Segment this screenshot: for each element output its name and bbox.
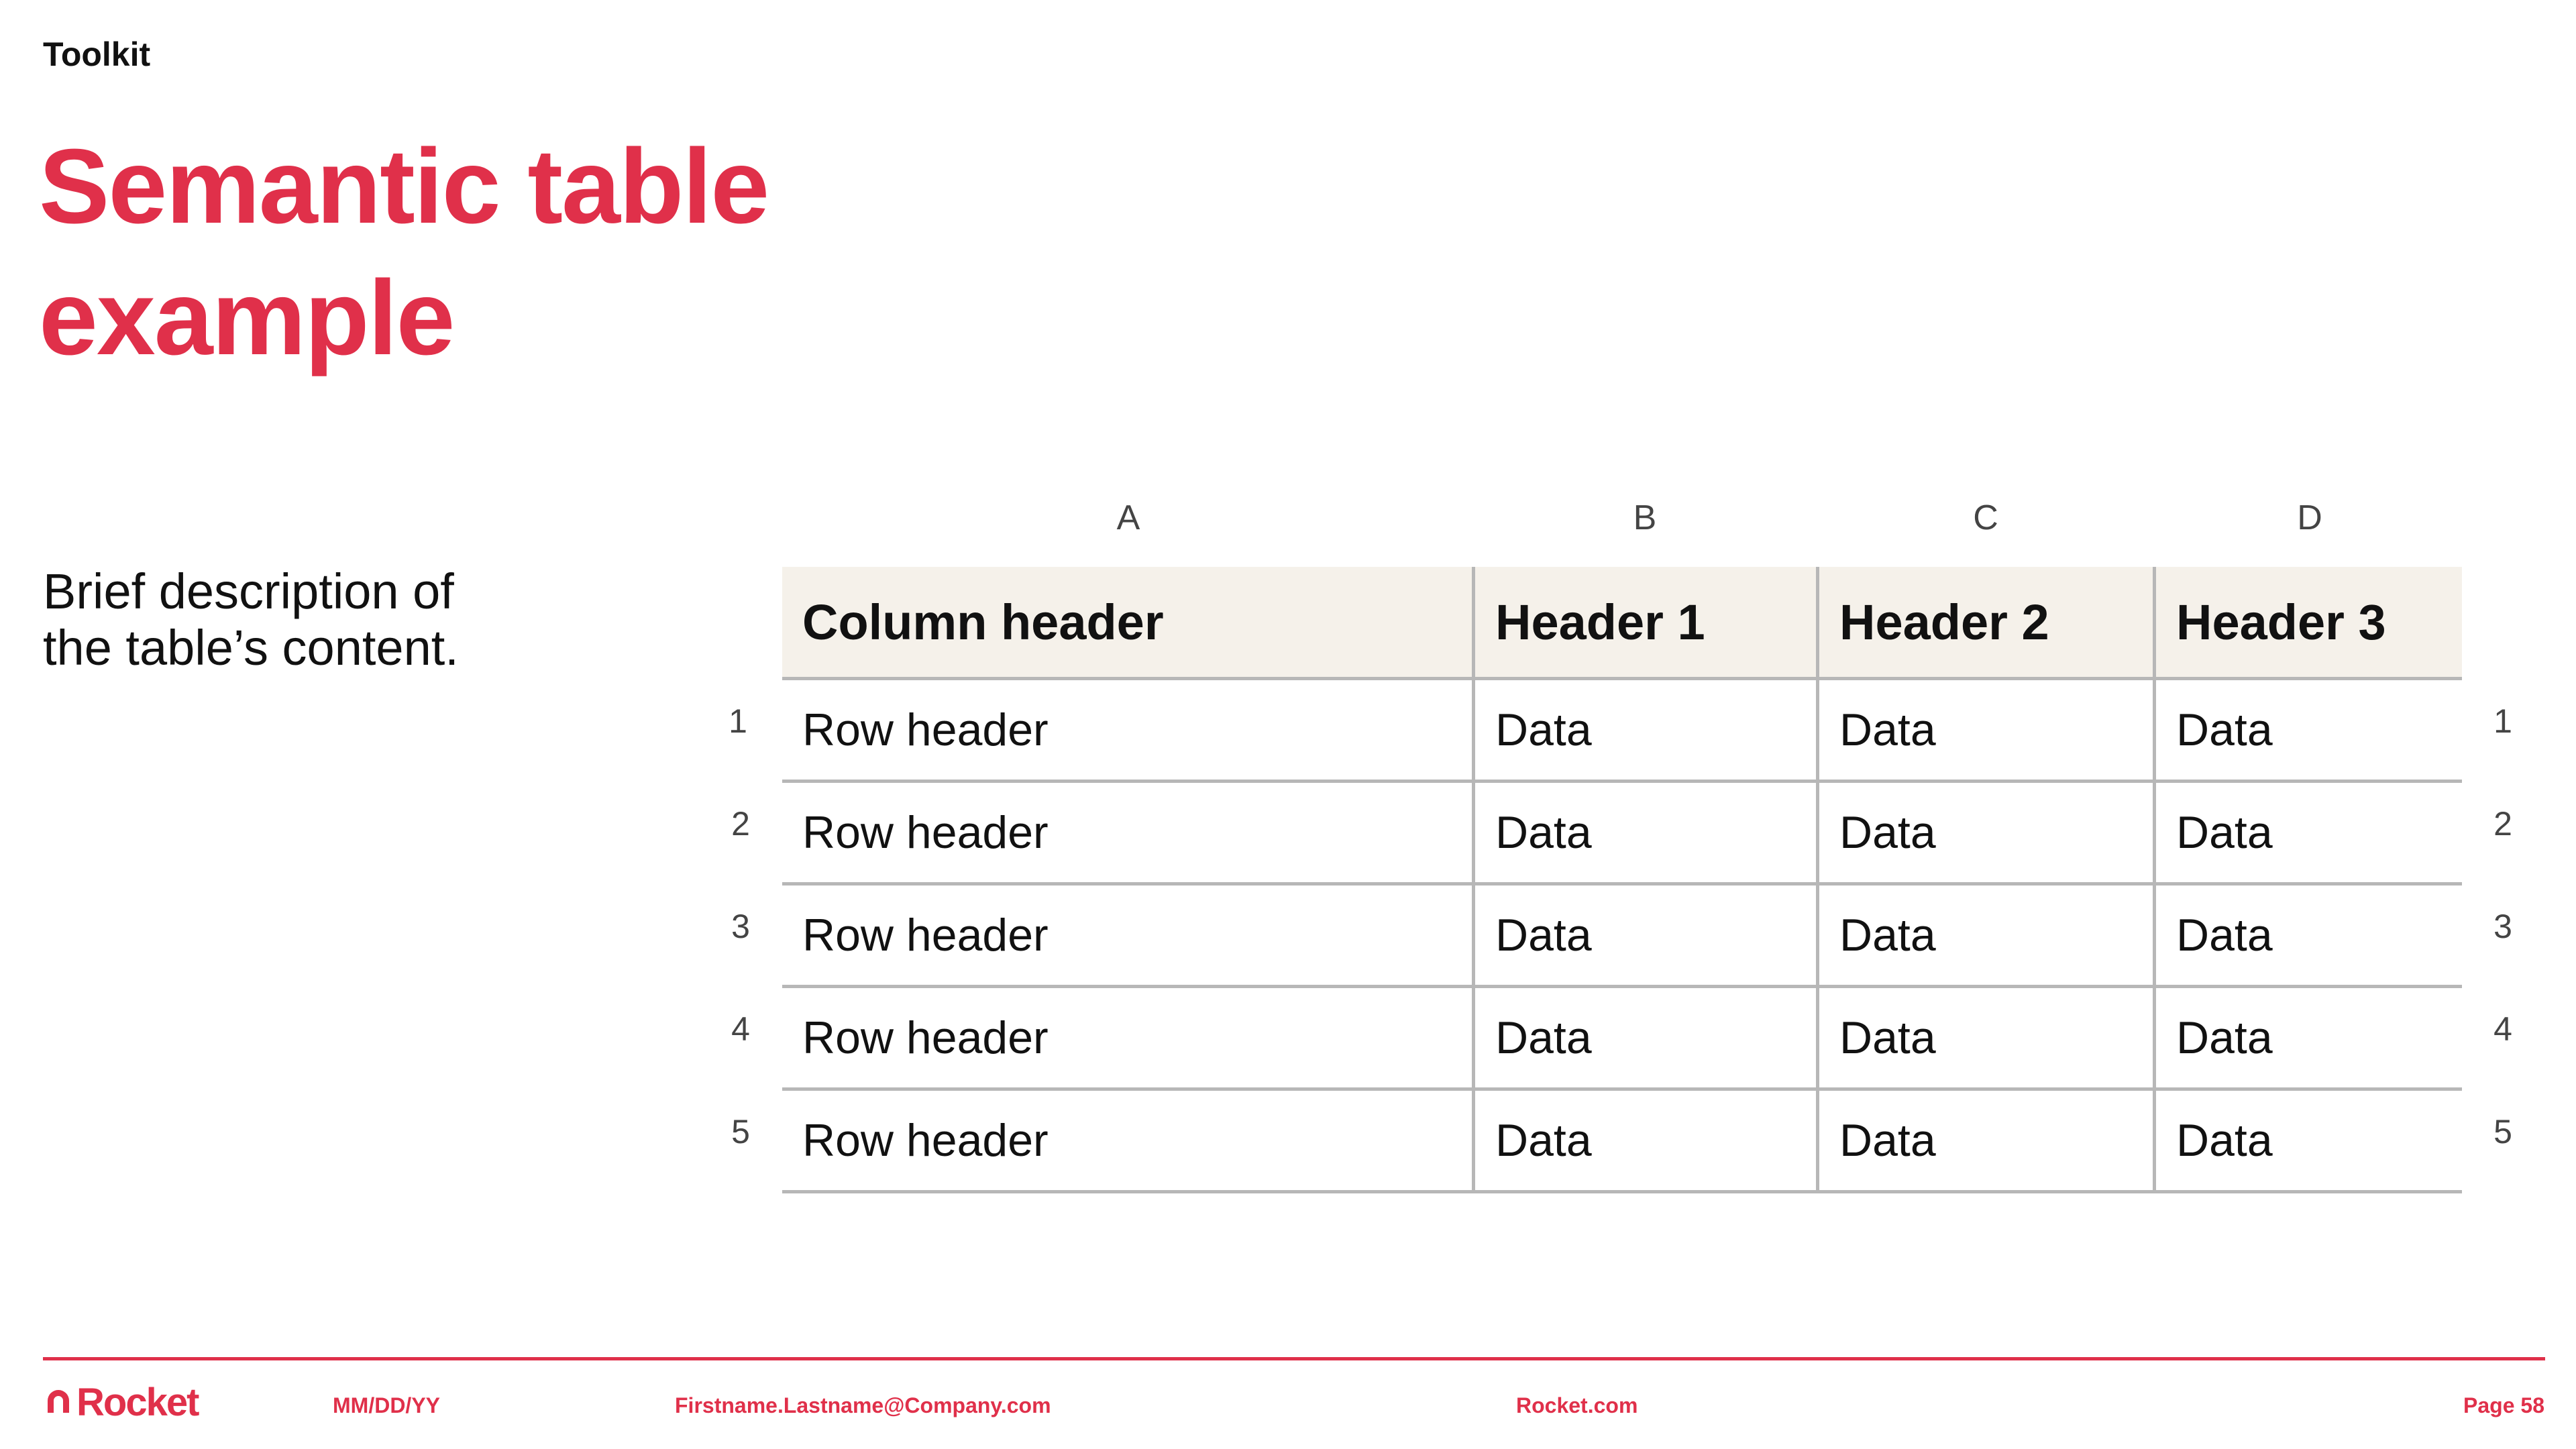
- table-description-line-2: the table’s content.: [43, 620, 459, 676]
- row-number-left-2: 2: [731, 805, 750, 843]
- row-number-left-5: 5: [731, 1113, 750, 1150]
- table-row: [782, 885, 2462, 988]
- footer-date: MM/DD/YY: [333, 1393, 440, 1417]
- data-cell: Data: [2153, 885, 2462, 985]
- table-row: [782, 680, 2462, 783]
- semantic-table: [782, 567, 2462, 1193]
- table-row: [782, 988, 2462, 1091]
- footer-website[interactable]: Rocket.com: [1516, 1393, 1638, 1417]
- footer-page-number: Page 58: [2463, 1393, 2544, 1417]
- header-2-cell: Header 2: [1816, 567, 2153, 677]
- row-header-cell: Row header: [802, 1012, 1049, 1063]
- table-header-row: [782, 567, 2462, 680]
- rocket-logo[interactable]: [43, 1379, 198, 1426]
- row-header-cell: Row header: [802, 910, 1049, 961]
- row-number-right-5: 5: [2493, 1113, 2512, 1150]
- column-letter-b: B: [1633, 498, 1657, 537]
- table-row: [782, 1091, 2462, 1193]
- data-cell: Data: [1816, 680, 2153, 780]
- row-header-cell: Row header: [802, 807, 1049, 858]
- row-number-right-2: 2: [2493, 805, 2512, 843]
- table-row: [782, 783, 2462, 885]
- row-number-right-1: 1: [2493, 702, 2512, 740]
- data-cell: Data: [2153, 680, 2462, 780]
- page-title-line-1: Semantic table: [39, 127, 769, 246]
- footer-email[interactable]: Firstname.Lastname@Company.com: [675, 1393, 1051, 1417]
- data-cell: Data: [1472, 1091, 1816, 1190]
- data-cell: Data: [1816, 783, 2153, 882]
- header-1-cell: Header 1: [1472, 567, 1816, 677]
- column-letter-d: D: [2297, 498, 2322, 537]
- column-letter-a: A: [1116, 498, 1140, 537]
- data-cell: Data: [2153, 783, 2462, 882]
- page-title: [39, 121, 978, 384]
- data-cell: Data: [1816, 1091, 2153, 1190]
- row-number-right-3: 3: [2493, 908, 2512, 945]
- header-3-cell: Header 3: [2153, 567, 2462, 677]
- data-cell: Data: [1472, 680, 1816, 780]
- data-cell: Data: [1472, 988, 1816, 1087]
- row-header-cell: Row header: [802, 1115, 1049, 1166]
- rocket-logo-text: Rocket: [76, 1380, 199, 1424]
- row-number-right-4: 4: [2493, 1010, 2512, 1048]
- data-cell: Data: [1472, 885, 1816, 985]
- rocket-logo-icon: [43, 1380, 76, 1425]
- page-title-line-2: example: [39, 259, 454, 377]
- section-label: Toolkit: [43, 36, 151, 73]
- row-header-cell: Row header: [802, 704, 1049, 755]
- footer-divider: [43, 1357, 2545, 1360]
- table-description-line-1: Brief description of: [43, 564, 454, 619]
- column-letter-c: C: [1973, 498, 1998, 537]
- data-cell: Data: [1472, 783, 1816, 882]
- row-number-left-3: 3: [731, 908, 750, 945]
- row-number-left-4: 4: [731, 1010, 750, 1048]
- table-description: [43, 564, 580, 676]
- row-number-left-1: 1: [729, 702, 747, 740]
- column-header-cell: Column header: [802, 594, 1164, 650]
- data-cell: Data: [2153, 988, 2462, 1087]
- data-cell: Data: [1816, 885, 2153, 985]
- data-cell: Data: [1816, 988, 2153, 1087]
- data-cell: Data: [2153, 1091, 2462, 1190]
